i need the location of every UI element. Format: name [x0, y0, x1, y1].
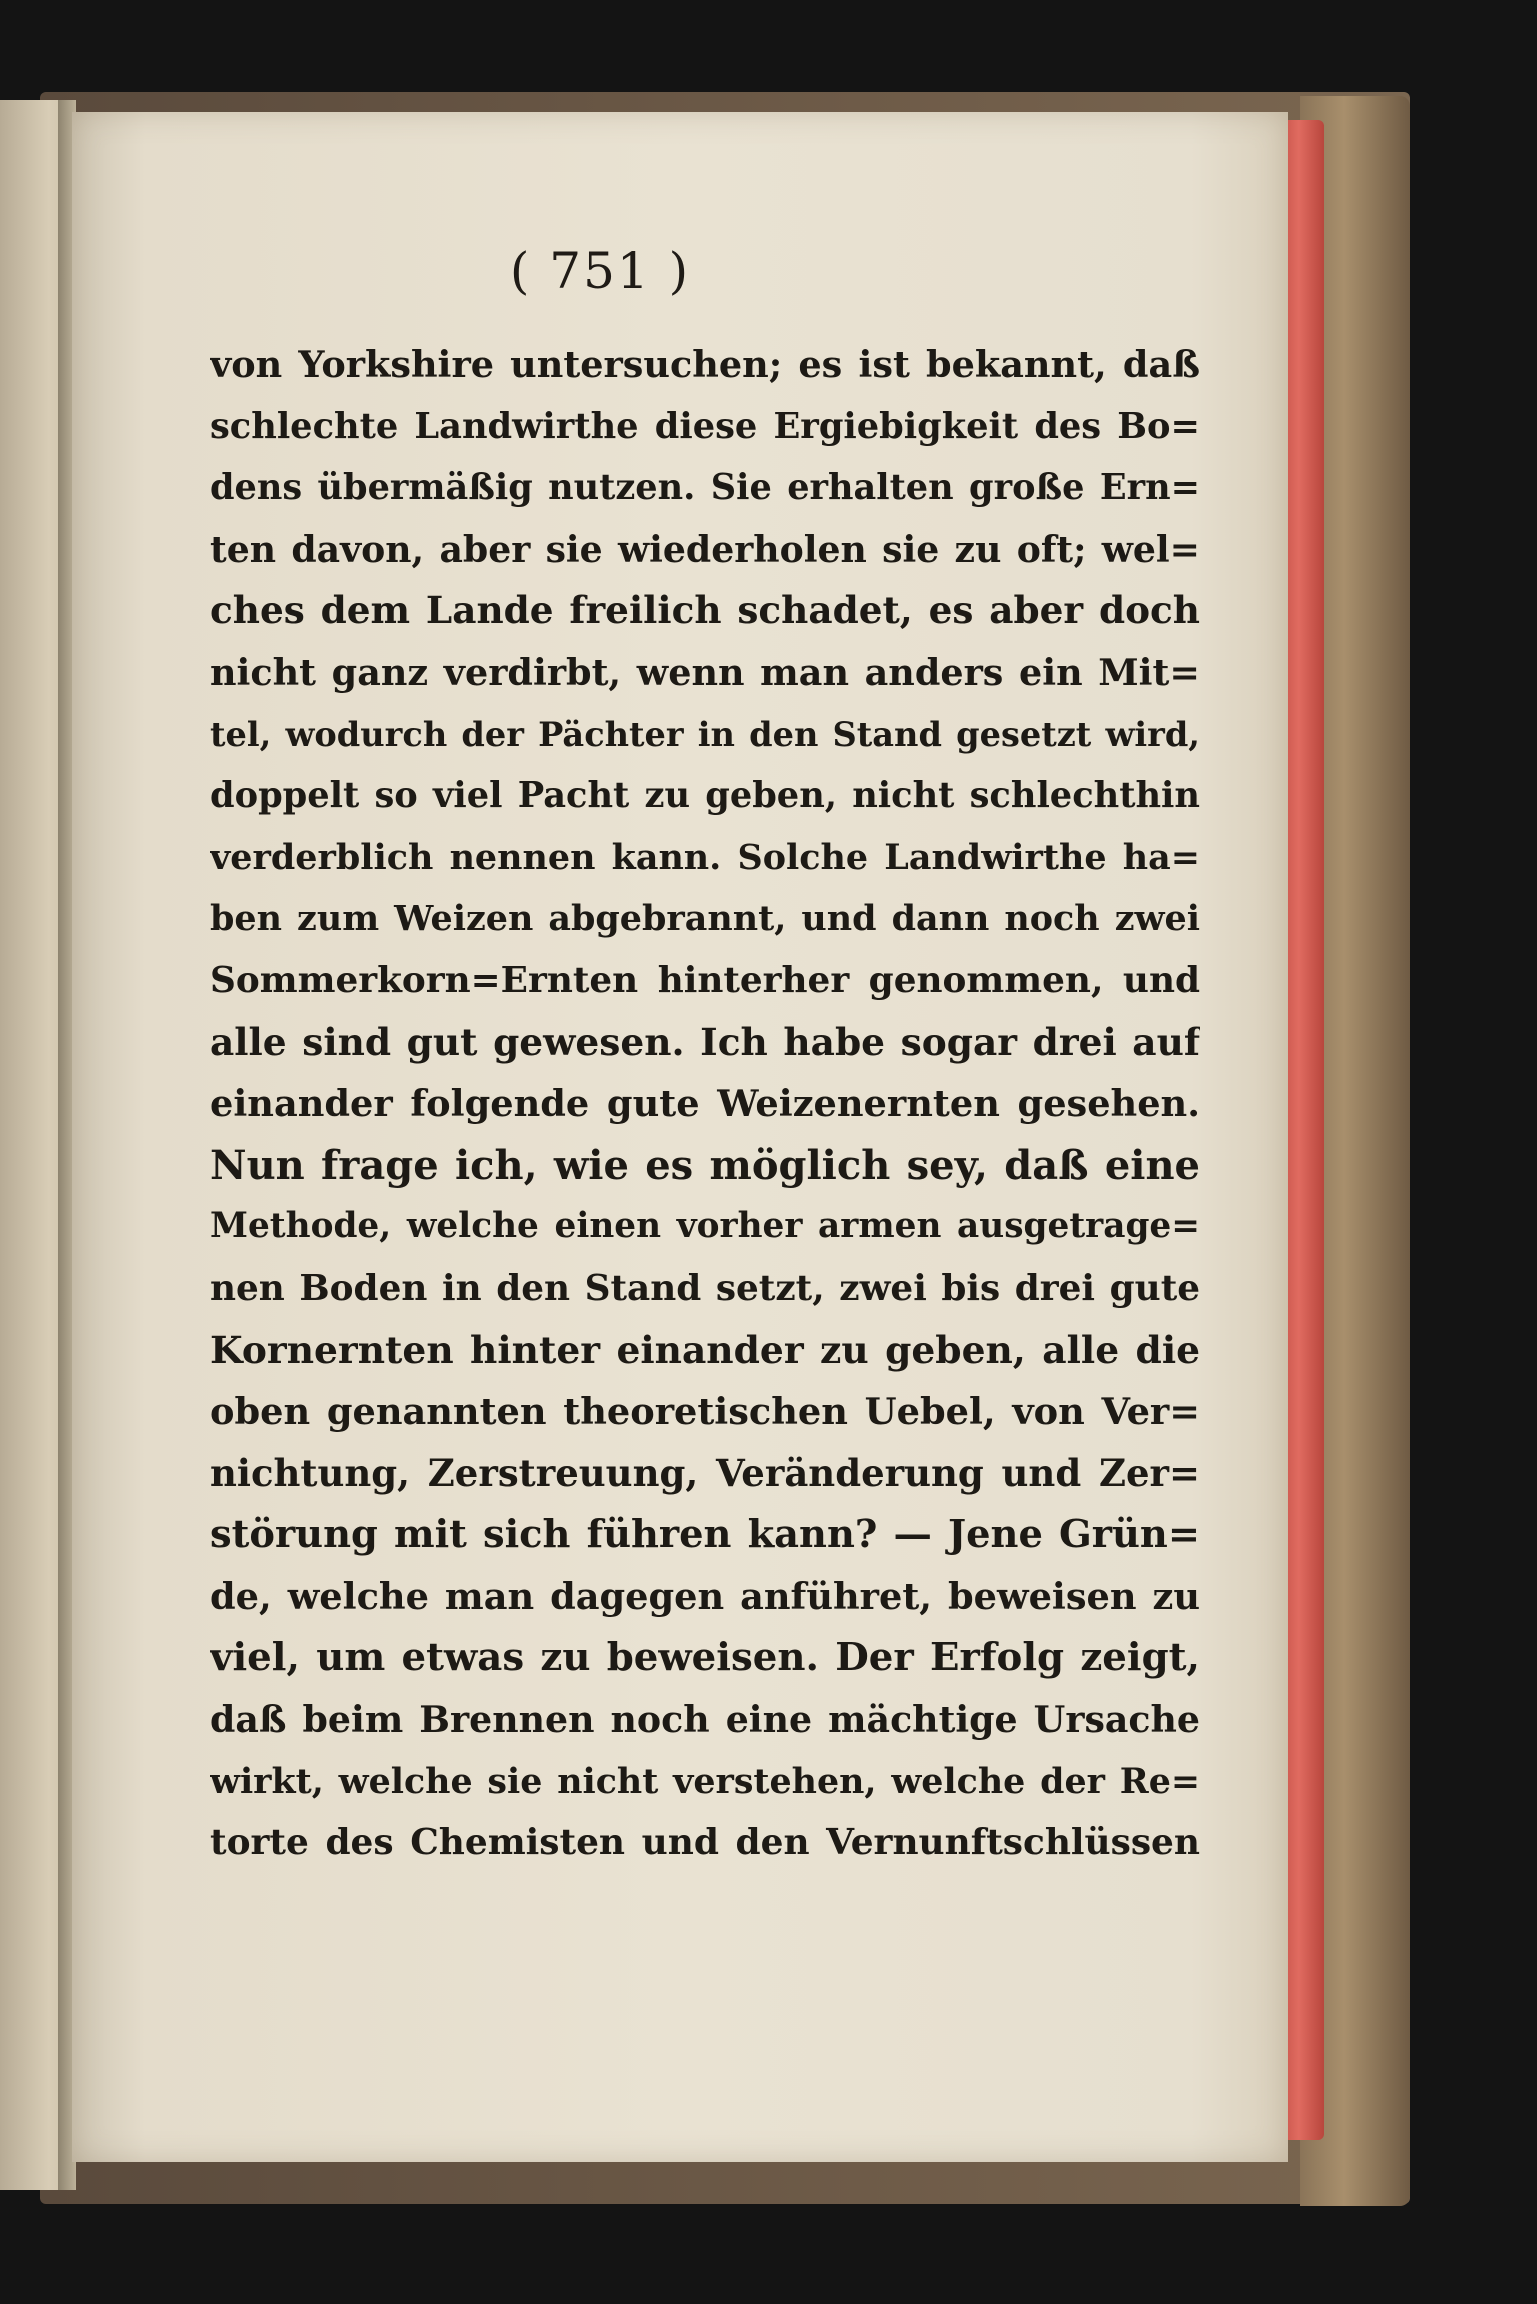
text-line: ben zum Weizen abgebrannt, und dann noch zwei — [210, 898, 1200, 940]
text-line: alle sind gut gewesen. Ich habe sogar drei auf — [210, 1019, 1200, 1064]
text-line: wirkt, welche sie nicht verstehen, welche der Re= — [210, 1760, 1200, 1802]
text-line: Sommerkorn=Ernten hinterher genommen, und — [210, 958, 1200, 1001]
text-line: ten davon, aber sie wiederholen sie zu oft; wel= — [210, 527, 1200, 571]
text-line: nen Boden in den Stand setzt, zwei bis drei gute — [210, 1266, 1200, 1309]
text-line: schlechte Landwirthe diese Ergiebigkeit des Bo= — [210, 405, 1200, 447]
text-line: einander folgende gute Weizenernten gesehen. — [210, 1082, 1200, 1126]
text-line: nichtung, Zerstreuung, Veränderung und Zer= — [210, 1450, 1200, 1495]
text-line: Methode, welche einen vorher armen ausgetrage= — [210, 1206, 1200, 1247]
text-line: von Yorkshire untersuchen; es ist bekannt, daß — [210, 343, 1200, 386]
text-line: nicht ganz verdirbt, wenn man anders ein Mit= — [210, 650, 1200, 694]
book-page — [72, 112, 1288, 2162]
red-page-edges — [1282, 120, 1324, 2140]
text-line: Nun frage ich, wie es möglich sey, daß eine — [210, 1141, 1200, 1189]
text-line: verderblich nennen kann. Solche Landwirthe ha= — [210, 836, 1200, 878]
text-line: torte des Chemisten und den Vernunftschlüssen — [210, 1821, 1200, 1864]
text-line: störung mit sich führen kann? — Jene Grün= — [210, 1512, 1200, 1558]
page-number-header — [72, 242, 1288, 300]
text-line: viel, um etwas zu beweisen. Der Erfolg zeigt, — [210, 1635, 1200, 1681]
text-line: Kornernten hinter einander zu geben, alle die — [210, 1327, 1200, 1372]
text-line: ches dem Lande freilich schadet, es aber doch — [210, 588, 1200, 633]
text-line: tel, wodurch der Pächter in den Stand gesetzt wird, — [210, 713, 1200, 754]
text-line: doppelt so viel Pacht zu geben, nicht schlechthin — [210, 775, 1200, 817]
text-line: dens übermäßig nutzen. Sie erhalten große Ern= — [210, 467, 1200, 509]
text-line: daß beim Brennen noch eine mächtige Ursache — [210, 1698, 1200, 1742]
body-text — [210, 334, 1200, 1874]
page-number: ( 751 ) — [509, 242, 691, 300]
text-line: oben genannten theoretischen Uebel, von Ver= — [210, 1390, 1200, 1434]
text-line: de, welche man dagegen anführet, beweisen zu — [210, 1574, 1200, 1618]
